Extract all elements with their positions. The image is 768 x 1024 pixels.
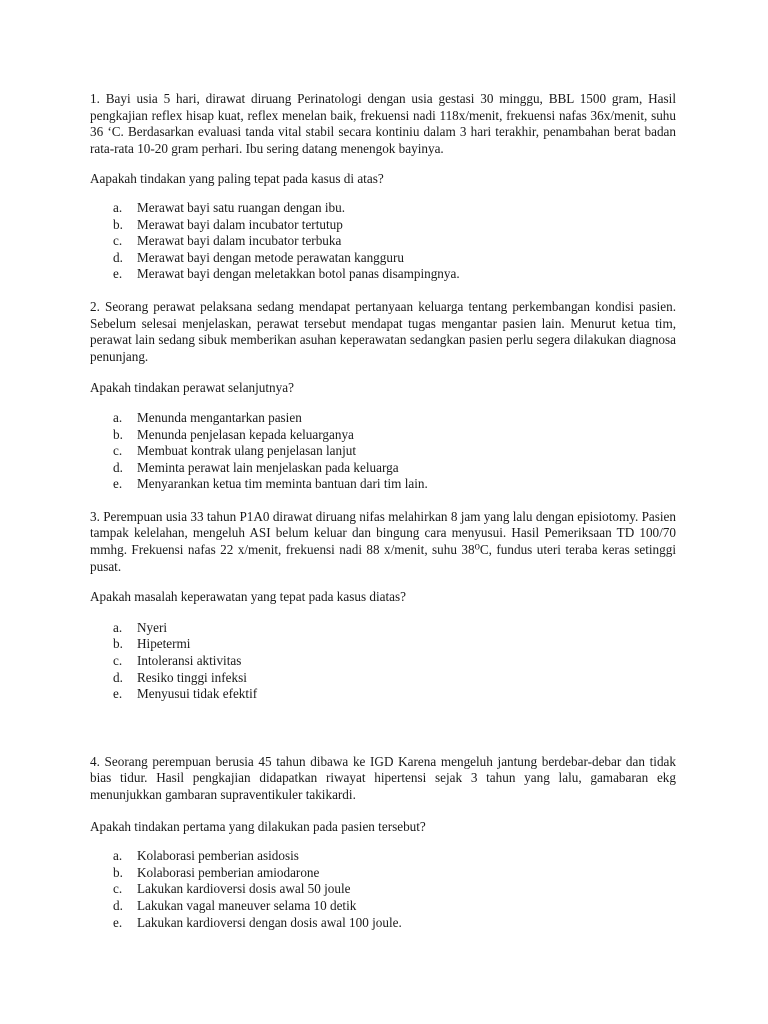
- question-1-stem: 1. Bayi usia 5 hari, dirawat diruang Perinatologi dengan usia gestasi 30 minggu, BBL 1500 gram, Hasil pengkajian reflex hisap kuat, reflex menelan baik, frekuensi nadi 118x/menit, frekuensi nafas 36x/menit, suhu 36 ‘C. Berdasarkan evaluasi tanda vital stabil secara kontiniu dalam 3 hari terakhir, penambahan berat badan rata-rata 10-20 gram perhari. Ibu sering datang menengok bayinya.: [90, 91, 676, 156]
- option-letter: c.: [113, 233, 123, 249]
- option-text: Meminta perawat lain menjelaskan pada keluarga: [137, 459, 399, 475]
- option-letter: d.: [113, 459, 123, 475]
- option-text: Lakukan kardioversi dosis awal 50 joule: [137, 881, 351, 897]
- option-letter: a.: [113, 848, 123, 864]
- question-3-option-b: [113, 636, 676, 653]
- question-3-option-a: [113, 620, 676, 637]
- question-3-options: [90, 620, 676, 703]
- question-3-option-c: [113, 653, 676, 670]
- question-2-prompt: Apakah tindakan perawat selanjutnya?: [90, 380, 294, 396]
- option-text: Intoleransi aktivitas: [137, 653, 242, 669]
- question-1-option-b: [113, 217, 676, 234]
- question-4-prompt: Apakah tindakan pertama yang dilakukan pada pasien tersebut?: [90, 818, 426, 834]
- option-text: Kolaborasi pemberian amiodarone: [137, 864, 320, 880]
- option-letter: c.: [113, 443, 123, 459]
- question-2: [90, 299, 676, 493]
- option-text: Merawat bayi satu ruangan dengan ibu.: [137, 199, 345, 215]
- question-2-option-c: [113, 443, 676, 460]
- option-text: Lakukan kardioversi dengan dosis awal 100 joule.: [137, 914, 402, 930]
- option-letter: b.: [113, 426, 123, 442]
- option-letter: b.: [113, 216, 123, 232]
- option-letter: a.: [113, 619, 123, 635]
- option-letter: e.: [113, 476, 123, 492]
- option-text: Merawat bayi dengan meletakkan botol panas disampingnya.: [137, 266, 460, 282]
- question-3: [90, 509, 676, 703]
- option-text: Menyusui tidak efektif: [137, 686, 258, 702]
- question-2-options: [90, 410, 676, 493]
- question-1-option-c: [113, 233, 676, 250]
- question-4-option-e: [113, 915, 676, 932]
- question-1-option-d: [113, 250, 676, 267]
- option-letter: c.: [113, 881, 123, 897]
- question-4-options: [90, 848, 676, 931]
- question-2-option-e: [113, 476, 676, 493]
- question-1-option-e: [113, 266, 676, 283]
- question-1-prompt: Aapakah tindakan yang paling tepat pada kasus di atas?: [90, 171, 384, 187]
- option-letter: d.: [113, 669, 123, 685]
- question-3-prompt: Apakah masalah keperawatan yang tepat pada kasus diatas?: [90, 589, 406, 605]
- question-1-option-a: [113, 200, 676, 217]
- option-text: Menunda mengantarkan pasien: [137, 409, 302, 425]
- question-3-stem: 3. Perempuan usia 33 tahun P1A0 dirawat diruang nifas melahirkan 8 jam yang lalu dengan episiotomy. Pasien tampak kelelahan, mengeluh ASI belum keluar dan bingung cara menyusui. Hasil Pemeriksaan TD 100/70 mmhg. Frekuensi nafas 22 x/menit, frekuensi nadi 88 x/menit, suhu 38⁰C, fundus uteri teraba keras setinggi pusat.: [90, 508, 676, 574]
- option-text: Lakukan vagal maneuver selama 10 detik: [137, 897, 357, 913]
- question-3-option-e: [113, 686, 676, 703]
- option-letter: d.: [113, 249, 123, 265]
- option-text: Hipetermi: [137, 636, 191, 652]
- option-text: Merawat bayi dalam incubator tertutup: [137, 216, 343, 232]
- option-text: Merawat bayi dalam incubator terbuka: [137, 233, 342, 249]
- question-4-option-a: [113, 848, 676, 865]
- option-letter: c.: [113, 653, 123, 669]
- question-1: [90, 91, 676, 283]
- option-letter: b.: [113, 864, 123, 880]
- option-text: Merawat bayi dengan metode perawatan kangguru: [137, 249, 404, 265]
- option-text: Membuat kontrak ulang penjelasan lanjut: [137, 443, 356, 459]
- question-4-option-c: [113, 881, 676, 898]
- option-letter: b.: [113, 636, 123, 652]
- option-text: Nyeri: [137, 619, 168, 635]
- option-text: Resiko tinggi infeksi: [137, 669, 247, 685]
- option-letter: a.: [113, 409, 123, 425]
- question-4: [90, 754, 676, 931]
- question-2-option-d: [113, 460, 676, 477]
- question-2-stem: 2. Seorang perawat pelaksana sedang mendapat pertanyaan keluarga tentang perkembangan kondisi pasien. Sebelum selesai menjelaskan, perawat tersebut mendapat tugas mengantar pasien lain. Menurut ketua tim, perawat lain sedang sibuk memberikan asuhan keperawatan sedangkan pasien perlu segera dilakukan diagnosa penunjang.: [90, 298, 676, 364]
- document-page: [90, 91, 676, 931]
- option-text: Kolaborasi pemberian asidosis: [137, 848, 299, 864]
- option-letter: a.: [113, 199, 123, 215]
- option-letter: e.: [113, 914, 123, 930]
- option-letter: e.: [113, 686, 123, 702]
- question-2-option-a: [113, 410, 676, 427]
- question-3-option-d: [113, 670, 676, 687]
- option-text: Menyarankan ketua tim meminta bantuan dari tim lain.: [137, 476, 428, 492]
- question-4-option-b: [113, 865, 676, 882]
- question-4-option-d: [113, 898, 676, 915]
- option-text: Menunda penjelasan kepada keluarganya: [137, 426, 354, 442]
- question-4-stem: 4. Seorang perempuan berusia 45 tahun dibawa ke IGD Karena mengeluh jantung berdebar-debar dan tidak bias tidur. Hasil pengkajian didapatkan riwayat hipertensi sejak 3 tahun yang lalu, gamabaran ekg menunjukkan gambaran supraventikuler takikardi.: [90, 753, 676, 802]
- question-2-option-b: [113, 427, 676, 444]
- option-letter: d.: [113, 897, 123, 913]
- option-letter: e.: [113, 266, 123, 282]
- question-1-options: [90, 200, 676, 283]
